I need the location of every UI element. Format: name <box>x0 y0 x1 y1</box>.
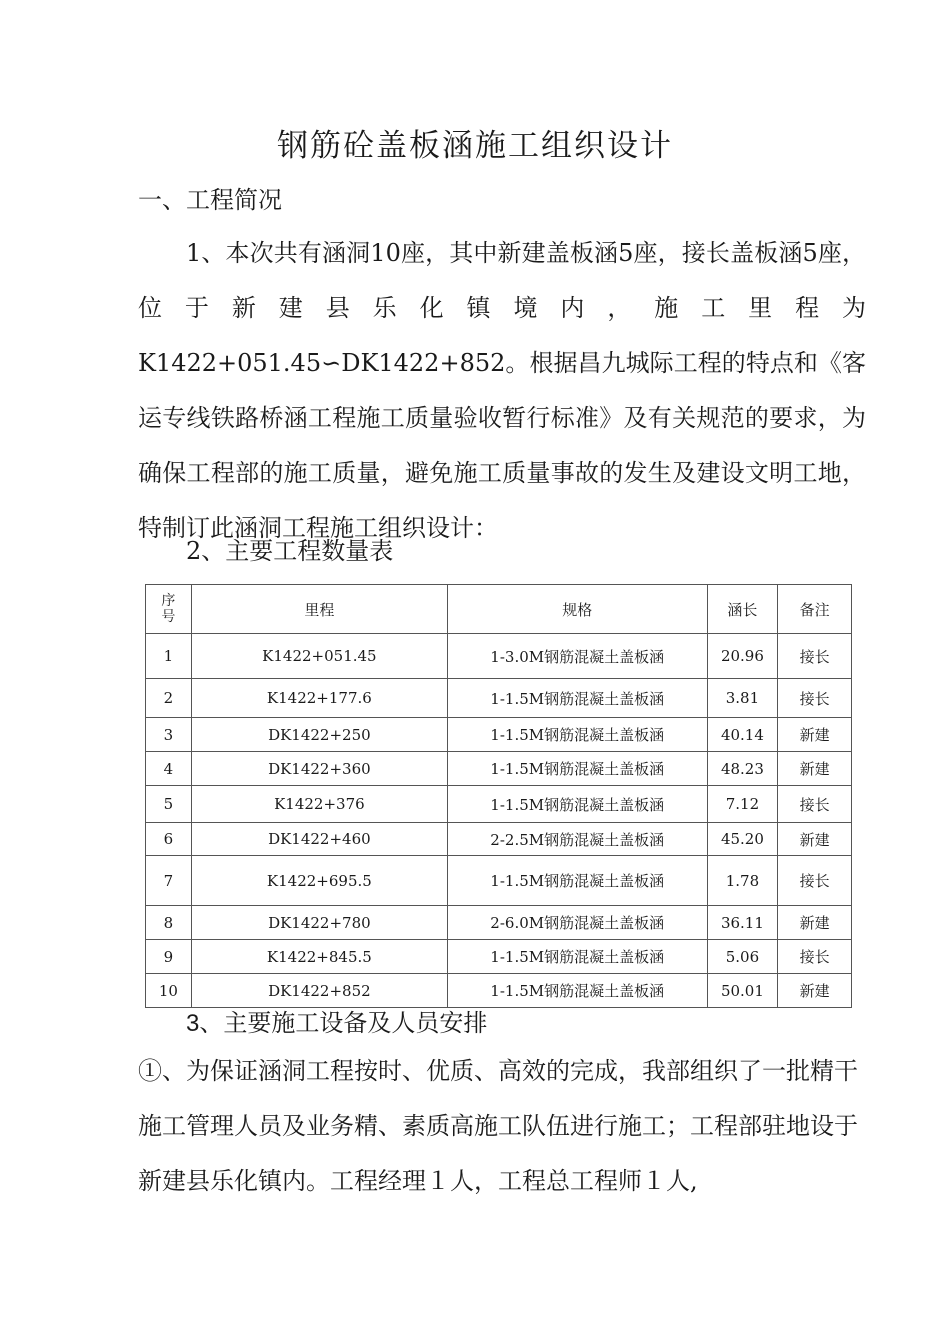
cell-remark: 接长 <box>778 634 852 679</box>
cell-mileage: DK1422+852 <box>191 974 447 1008</box>
cell-index: 2 <box>146 679 192 718</box>
section-heading-equipment: 3、主要施工设备及人员安排 <box>186 1010 488 1037</box>
cell-remark: 接长 <box>778 679 852 718</box>
table-row <box>146 752 852 786</box>
cell-length: 7.12 <box>707 786 778 823</box>
section-heading-overview: 一、工程简况 <box>138 186 282 214</box>
quantity-table <box>145 584 852 1008</box>
overview-paragraph: 1、本次共有涵洞10座，其中新建盖板涵5座，接长盖板涵5座，位于新建县乐化镇境内，施工里程为K1422+051.45∽DK1422+852。根据昌九城际工程的特点和《客运专线铁路桥涵工程施工质量验收暂行标准》及有关规范的要求，为确保工程部的施工质量，避免施工质量事故的发生及建设文明工地，特制订此涵洞工程施工组织设计： <box>138 239 866 542</box>
cell-remark: 新建 <box>778 718 852 752</box>
cell-spec: 1-1.5M钢筋混凝土盖板涵 <box>447 679 707 718</box>
table-row <box>146 718 852 752</box>
cell-mileage: DK1422+250 <box>191 718 447 752</box>
cell-spec: 1-1.5M钢筋混凝土盖板涵 <box>447 974 707 1008</box>
equipment-paragraph: ①、为保证涵洞工程按时、优质、高效的完成，我部组织了一批精干施工管理人员及业务精、素质高施工队伍进行施工；工程部驻地设于新建县乐化镇内。工程经理１人，工程总工程师１人, <box>138 1057 858 1195</box>
cell-index: 5 <box>146 786 192 823</box>
cell-spec: 2-6.0M钢筋混凝土盖板涵 <box>447 906 707 940</box>
cell-spec: 1-1.5M钢筋混凝土盖板涵 <box>447 940 707 974</box>
cell-index: 7 <box>146 856 192 906</box>
cell-spec: 1-1.5M钢筋混凝土盖板涵 <box>447 786 707 823</box>
cell-mileage: K1422+177.6 <box>191 679 447 718</box>
cell-mileage: DK1422+780 <box>191 906 447 940</box>
table-row <box>146 786 852 823</box>
cell-remark: 新建 <box>778 823 852 856</box>
cell-remark: 接长 <box>778 786 852 823</box>
table-body <box>146 634 852 1008</box>
cell-index: 6 <box>146 823 192 856</box>
cell-index: 1 <box>146 634 192 679</box>
header-spec: 规格 <box>447 585 707 634</box>
cell-length: 20.96 <box>707 634 778 679</box>
table-row <box>146 856 852 906</box>
header-length: 涵长 <box>707 585 778 634</box>
document-title: 钢筋砼盖板涵施工组织设计 <box>277 128 673 164</box>
cell-length: 45.20 <box>707 823 778 856</box>
cell-length: 3.81 <box>707 679 778 718</box>
cell-spec: 2-2.5M钢筋混凝土盖板涵 <box>447 823 707 856</box>
cell-length: 40.14 <box>707 718 778 752</box>
table-header-row <box>146 585 852 634</box>
cell-index: 8 <box>146 906 192 940</box>
header-remark: 备注 <box>778 585 852 634</box>
cell-mileage: DK1422+360 <box>191 752 447 786</box>
cell-mileage: DK1422+460 <box>191 823 447 856</box>
cell-mileage: K1422+376 <box>191 786 447 823</box>
cell-index: 4 <box>146 752 192 786</box>
cell-length: 5.06 <box>707 940 778 974</box>
cell-remark: 新建 <box>778 752 852 786</box>
cell-spec: 1-3.0M钢筋混凝土盖板涵 <box>447 634 707 679</box>
cell-index: 3 <box>146 718 192 752</box>
cell-mileage: K1422+051.45 <box>191 634 447 679</box>
table-row <box>146 634 852 679</box>
cell-spec: 1-1.5M钢筋混凝土盖板涵 <box>447 752 707 786</box>
cell-index: 9 <box>146 940 192 974</box>
cell-mileage: K1422+695.5 <box>191 856 447 906</box>
cell-index: 10 <box>146 974 192 1008</box>
cell-length: 50.01 <box>707 974 778 1008</box>
cell-mileage: K1422+845.5 <box>191 940 447 974</box>
header-mileage: 里程 <box>191 585 447 634</box>
cell-spec: 1-1.5M钢筋混凝土盖板涵 <box>447 718 707 752</box>
section-heading-quantity-table: 2、主要工程数量表 <box>186 537 394 565</box>
cell-remark: 接长 <box>778 940 852 974</box>
cell-length: 36.11 <box>707 906 778 940</box>
table-row <box>146 679 852 718</box>
table-row <box>146 940 852 974</box>
cell-remark: 新建 <box>778 974 852 1008</box>
cell-remark: 新建 <box>778 906 852 940</box>
header-index: 序号 <box>146 585 192 634</box>
cell-length: 48.23 <box>707 752 778 786</box>
cell-length: 1.78 <box>707 856 778 906</box>
cell-spec: 1-1.5M钢筋混凝土盖板涵 <box>447 856 707 906</box>
cell-remark: 接长 <box>778 856 852 906</box>
table-row <box>146 823 852 856</box>
table-row <box>146 906 852 940</box>
